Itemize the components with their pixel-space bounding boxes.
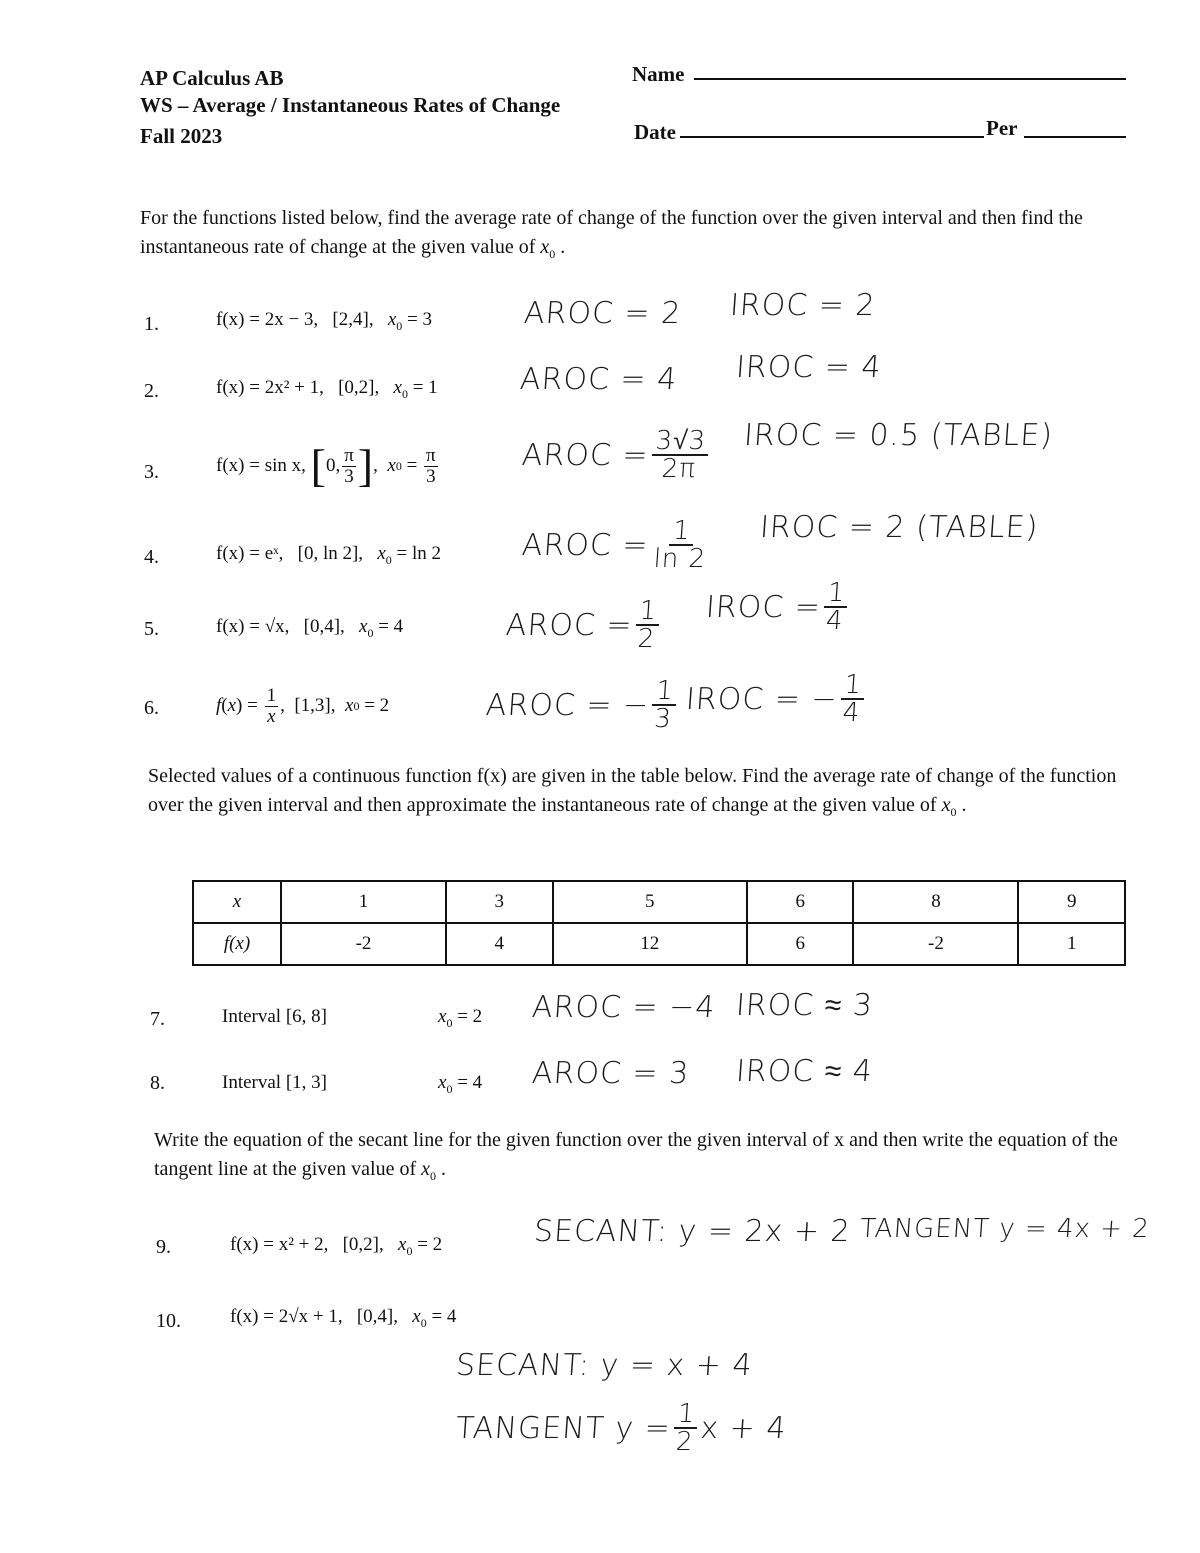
problem-9-tangent-answer: TANGENT y = 4x + 2 [858, 1214, 1151, 1244]
name-label: Name [632, 62, 685, 86]
table-cell: 8 [853, 881, 1018, 923]
values-table [192, 880, 1126, 966]
problem-1-aroc-answer: AROC = 2 [522, 296, 683, 331]
section2-instructions: Selected values of a continuous function f(x) are given in the table below. Find the average rate of change of the function over the given interval and then approximate the instantaneous rate of change at the given value of $x_0$ . [148, 765, 1117, 819]
section3-instructions-text: Write the equation of the secant line for the given function over the given interval of x and then write the equation of the tangent line at the given value of [154, 1129, 1118, 1180]
problem-9-number: 9. [156, 1236, 171, 1258]
problem-5-statement: f(x) = √x, [0,4], $x_0 = 4$ [216, 616, 404, 640]
problem-10-secant-answer: SECANT: y = x + 4 [454, 1348, 754, 1383]
table-x-label: x [193, 881, 281, 923]
table-cell: 6 [747, 881, 853, 923]
table-cell: 12 [553, 923, 747, 965]
problem-6-aroc-answer: AROC = − $\frac{1}{3}$ [484, 670, 682, 740]
worksheet-title: WS – Average / Instantaneous Rates of Change [140, 93, 561, 117]
problem-10-statement: f(x) = 2√x + 1, [0,4], $x_0 = 4$ [230, 1306, 457, 1330]
problem-3-statement: f(x) = sin x, [ 0, $\frac{\pi}{3}$ ] , x 0 = $\frac{\pi}{3}$ [216, 440, 436, 491]
date-field-line[interactable] [680, 136, 984, 138]
problem-1-number: 1. [144, 313, 159, 335]
problem-7-iroc-answer: IROC ≈ 3 [734, 988, 875, 1023]
course-title: AP Calculus AB [140, 66, 284, 90]
section2-instructions-text: Selected values of a continuous function f(x) are given in the table below. Find the average rate of change of the function over the given interval and then approximate the instantaneous rate of change at the given value of [148, 765, 1117, 816]
problem-7-number: 7. [150, 1008, 165, 1030]
problem-3-iroc-answer: IROC = 0.5 (TABLE) [742, 418, 1055, 453]
problem-4-statement: f(x) = eˣ, [0, ln 2], $x_0 = \ln 2$ [216, 543, 441, 567]
problem-2-iroc-answer: IROC = 4 [734, 350, 883, 385]
section1-instructions-text: For the functions listed below, find the average rate of change of the function over the given interval and then find the instantaneous rate of change at the given value of [140, 207, 1083, 258]
problem-6-iroc-answer: IROC = − $\frac{1}{4}$ [684, 664, 870, 734]
problem-7-x0: $x_0 = 2$ [438, 1006, 483, 1030]
problem-2-number: 2. [144, 380, 159, 402]
date-label: Date [634, 120, 676, 144]
problem-5-aroc-answer: AROC = $\frac{1}{2}$ [504, 590, 665, 660]
table-cell: 3 [446, 881, 552, 923]
table-row [193, 881, 1125, 923]
problem-8-x0: $x_0 = 4$ [438, 1072, 483, 1096]
period-label: Per [986, 116, 1018, 140]
problem-4-aroc-answer: AROC = $\frac{1}{\ln 2}$ [520, 516, 708, 574]
table-cell: 5 [553, 881, 747, 923]
table-row [193, 923, 1125, 965]
table-cell: 6 [747, 923, 853, 965]
section3-instructions: Write the equation of the secant line for the given function over the given interval of x and then write the equation of the tangent line at the given value of $x_0$ . [154, 1129, 1118, 1183]
name-field-line[interactable] [694, 78, 1126, 80]
problem-1-iroc-answer: IROC = 2 [728, 288, 877, 323]
table-cell: -2 [853, 923, 1018, 965]
problem-6-statement: f ( x ) = $\frac{1}{x}$ , [1,3], x 0 = 2 [216, 684, 390, 727]
table-fx-label: f(x) [193, 923, 281, 965]
problem-9-statement: f(x) = x² + 2, [0,2], $x_0 = 2$ [230, 1234, 443, 1258]
problem-10-number: 10. [156, 1310, 181, 1332]
section1-instructions: For the functions listed below, find the average rate of change of the function over the given interval and then find the instantaneous rate of change at the given value of $x_0$ . [140, 207, 1083, 261]
problem-4-number: 4. [144, 546, 159, 568]
term-label: Fall 2023 [140, 124, 223, 148]
problem-4-iroc-answer: IROC = 2 (TABLE) [758, 510, 1040, 545]
problem-5-number: 5. [144, 618, 159, 640]
problem-8-number: 8. [150, 1072, 165, 1094]
problem-8-interval: Interval [1, 3] [222, 1072, 327, 1093]
problem-7-aroc-answer: AROC = −4 [530, 990, 717, 1025]
problem-8-aroc-answer: AROC = 3 [530, 1056, 691, 1091]
problem-1-statement: f(x) = 2x − 3, [2,4], $x_0 = 3$ [216, 309, 432, 333]
problem-3-aroc-answer: AROC = $\frac{3√3}{2\pi}$ [520, 420, 714, 490]
problem-8-iroc-answer: IROC ≈ 4 [734, 1054, 875, 1089]
problem-7-interval: Interval [6, 8] [222, 1006, 327, 1027]
problem-2-aroc-answer: AROC = 4 [518, 362, 679, 397]
problem-9-secant-answer: SECANT: y = 2x + 2 [532, 1214, 852, 1249]
problem-3-number: 3. [144, 461, 159, 483]
period-field-line[interactable] [1024, 136, 1126, 138]
table-cell: 1 [1018, 923, 1125, 965]
problem-10-tangent-answer: TANGENT y = $\frac{1}{2}$ x + 4 [454, 1399, 788, 1457]
problem-2-statement: f(x) = 2x² + 1, [0,2], $x_0 = 1$ [216, 377, 438, 401]
table-cell: 9 [1018, 881, 1125, 923]
table-cell: 4 [446, 923, 552, 965]
problem-5-iroc-answer: IROC = $\frac{1}{4}$ [704, 572, 853, 642]
table-cell: -2 [281, 923, 446, 965]
table-cell: 1 [281, 881, 446, 923]
problem-6-number: 6. [144, 697, 159, 719]
